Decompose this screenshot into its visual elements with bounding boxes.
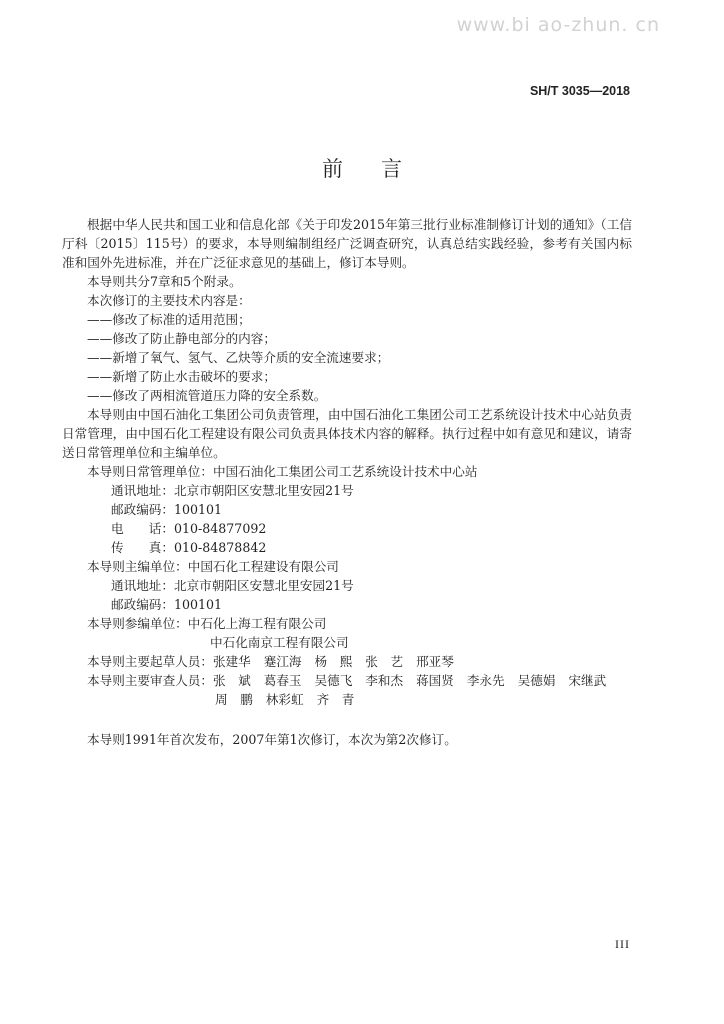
- participating-unit: 中石化上海工程有限公司: [187, 616, 327, 631]
- daily-postcode-row: [62, 500, 632, 519]
- intro-paragraph: 根据中华人民共和国工业和信息化部《关于印发2015年第三批行业标准制修订计划的通知》（工信厅科〔2015〕115号）的要求，本导则编制组经广泛调查研究，认真总结实践经验，参考有关国内标准和国外先进标准，并在广泛征求意见的基础上，修订本导则。: [62, 217, 632, 270]
- postcode-value: 100101: [173, 502, 223, 517]
- watermark: www.bi ao-zhun. cn: [456, 14, 660, 36]
- chief-postcode-row: [62, 595, 632, 614]
- daily-phone-row: [62, 519, 632, 538]
- change-item: ——修改了防止静电部分的内容；: [87, 331, 276, 346]
- participating-unit-row: [62, 633, 632, 652]
- phone-value: 010-84877092: [173, 521, 267, 536]
- change-item: ——新增了氧气、氢气、乙炔等介质的安全流速要求；: [87, 350, 390, 365]
- reviewer-name: 张 斌: [212, 673, 251, 688]
- fax-label: 传 真：: [111, 540, 174, 555]
- drafter-name: 邢亚琴: [416, 654, 454, 669]
- drafter-name: 杨 熙: [314, 654, 353, 669]
- address-value: 北京市朝阳区安慧北里安园21号: [173, 578, 354, 593]
- drafter-name: 张建华: [212, 654, 251, 669]
- reviewer-name: 林彩虹: [265, 692, 304, 707]
- change-item: ——修改了标准的适用范围；: [87, 312, 251, 327]
- reviewer-name: 李永先: [466, 673, 505, 688]
- postcode-label: 邮政编码：: [111, 597, 174, 612]
- reviewers-label: 本导则主要审查人员：: [87, 673, 213, 688]
- reviewer-name: 吴德娟: [517, 673, 556, 688]
- reviewer-name: 李和杰: [365, 673, 404, 688]
- standard-code: SH/T 3035—2018: [529, 84, 630, 98]
- reviewers-row-continued: [62, 690, 632, 709]
- foreword-body: [62, 215, 632, 749]
- drafter-name: 蹇江海: [263, 654, 302, 669]
- history-paragraph: 本导则1991年首次发布，2007年第1次修订，本次为第2次修订。: [87, 732, 457, 747]
- reviewer-names: [215, 690, 367, 709]
- daily-unit-name: 中国石油化工集团公司工艺系统设计技术中心站: [212, 464, 478, 479]
- change-item: ——新增了防止水击破坏的要求；: [87, 369, 276, 384]
- address-label: 通讯地址：: [111, 483, 174, 498]
- drafter-names: [213, 652, 467, 671]
- address-value: 北京市朝阳区安慧北里安园21号: [173, 483, 354, 498]
- daily-address-row: [62, 481, 632, 500]
- daily-fax-row: [62, 538, 632, 557]
- chief-unit-row: [62, 557, 632, 576]
- structure-paragraph: 本导则共分7章和5个附录。: [87, 274, 242, 289]
- postcode-label: 邮政编码：: [111, 502, 174, 517]
- participating-unit-row: [62, 614, 632, 633]
- page-title: 前言: [322, 157, 440, 181]
- phone-label: 电 话：: [111, 521, 174, 536]
- participating-unit: 中石化南京工程有限公司: [210, 635, 349, 650]
- drafters-label: 本导则主要起草人员：: [87, 654, 213, 669]
- reviewers-row: [62, 671, 632, 690]
- chief-unit-label: 本导则主编单位：: [87, 559, 188, 574]
- reviewer-name: 宋继武: [568, 673, 607, 688]
- reviewer-name: 葛春玉: [263, 673, 302, 688]
- participating-label: 本导则参编单位：: [87, 616, 188, 631]
- postcode-value: 100101: [173, 597, 223, 612]
- drafter-name: 张 艺: [365, 654, 404, 669]
- daily-unit-row: [62, 462, 632, 481]
- spacer: [62, 709, 632, 730]
- fax-value: 010-84878842: [173, 540, 267, 555]
- page-number: III: [615, 937, 630, 951]
- reviewer-name: 周 鹏: [215, 692, 253, 707]
- chief-address-row: [62, 576, 632, 595]
- changes-heading: 本次修订的主要技术内容是：: [87, 293, 251, 308]
- reviewer-name: 蒋国贤: [416, 673, 454, 688]
- responsibility-paragraph: 本导则由中国石油化工集团公司负责管理，由中国石油化工集团公司工艺系统设计技术中心站负责日常管理，由中国石化工程建设有限公司负责具体技术内容的解释。执行过程中如有意见和建议，请寄送日常管理单位和主编单位。: [62, 407, 632, 460]
- address-label: 通讯地址：: [111, 578, 174, 593]
- drafters-row: [62, 652, 632, 671]
- reviewer-names: [213, 671, 619, 690]
- reviewer-name: 齐 青: [316, 692, 355, 707]
- reviewer-name: 吴德飞: [314, 673, 353, 688]
- change-item: ——修改了两相流管道压力降的安全系数。: [87, 388, 327, 403]
- chief-unit-name: 中国石化工程建设有限公司: [187, 559, 339, 574]
- daily-unit-label: 本导则日常管理单位：: [87, 464, 213, 479]
